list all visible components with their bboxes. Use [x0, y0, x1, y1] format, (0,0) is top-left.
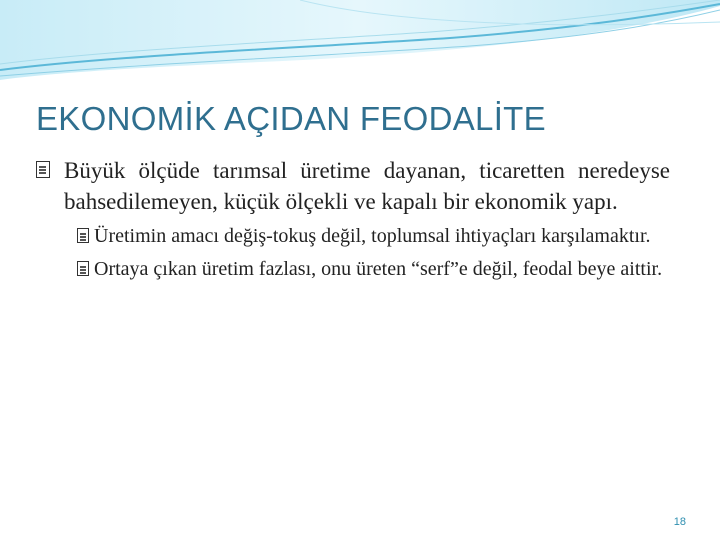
header-wave-banner [0, 0, 720, 90]
sub-bullet-text: Ortaya çıkan üretim fazlası, onu üreten “serf”e değil, feodal beye aittir. [94, 258, 663, 280]
slide-title: EKONOMİK AÇIDAN FEODALİTE [36, 100, 546, 137]
missing-glyph-box-icon [77, 261, 89, 276]
bullet-item-1 [36, 155, 670, 217]
sub-bullet-text: Üretimin amacı değiş-tokuş değil, toplumsal ihtiyaçları karşılamaktır. [94, 225, 651, 247]
bullet-list [36, 155, 670, 283]
slide-number: 18 [673, 516, 686, 528]
bullet-text: Büyük ölçüde tarımsal üretime dayanan, ticaretten neredeyse bahsedilemeyen, küçük ölçekli ve kapalı bir ekonomik yapı. [64, 158, 670, 214]
sub-bullet-item-1 [36, 223, 670, 250]
sub-bullet-item-2 [36, 256, 670, 283]
missing-glyph-box-icon [77, 228, 89, 243]
missing-glyph-box-icon [36, 161, 50, 178]
